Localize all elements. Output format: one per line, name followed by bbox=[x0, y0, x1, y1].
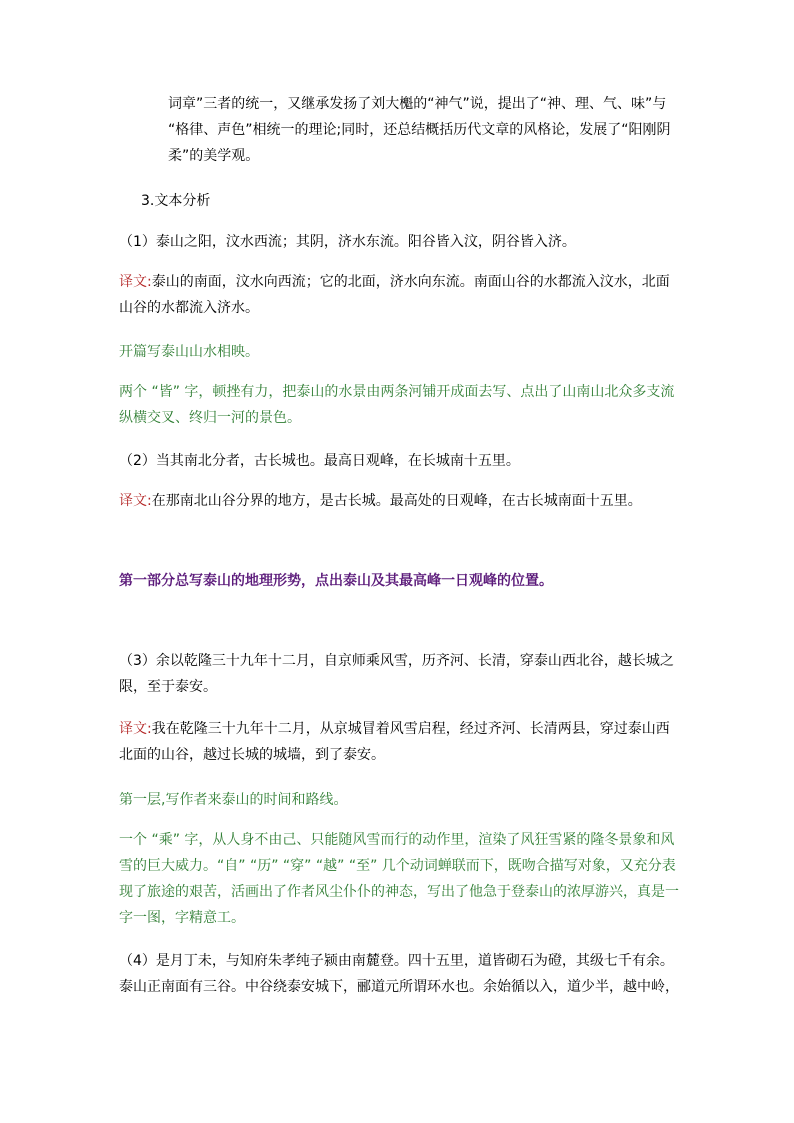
p2-translation bbox=[119, 488, 679, 514]
translation-label: 译文: bbox=[119, 493, 152, 509]
p2-translation-text: 在那南北山谷分界的地方，是古长城。最高处的日观峰，在古长城南面十五里。 bbox=[151, 493, 642, 509]
p1-translation bbox=[119, 269, 679, 321]
p2-original: （2）当其南北分者，古长城也。最高日观峰，在长城南十五里。 bbox=[119, 453, 520, 469]
intro-paragraph: 词章”三者的统一，又继承发扬了刘大櫆的“神气”说，提出了“神、理、气、味”与 “格律、声色”相统一的理论;同时，还总结概括历代文章的风格论，发展了“阳刚阴柔”的美学观。 bbox=[168, 96, 671, 164]
p3-translation-text: 我在乾隆三十九年十二月，从京城冒着风雪启程，经过齐河、长清两县，穿过泰山西北面的山谷，越过长城的城墙，到了泰安。 bbox=[119, 721, 670, 763]
translation-label: 译文: bbox=[119, 721, 152, 737]
p3-translation bbox=[119, 716, 679, 768]
p1-translation-text: 泰山的南面，汶水向西流；它的北面，济水向东流。南面山谷的水都流入汶水，北面山谷的水都流入济水。 bbox=[119, 274, 670, 316]
p1-original: （1）泰山之阳，汶水西流；其阴，济水东流。阳谷皆入汶，阴谷皆入济。 bbox=[119, 234, 576, 250]
p3-original: （3）余以乾隆三十九年十二月，自京师乘风雪，历齐河、长清，穿泰山西北谷，越长城之限，至于泰安。 bbox=[119, 653, 674, 695]
p4-original: （4）是月丁未，与知府朱孝纯子颍由南麓登。四十五里，道皆砌石为磴，其级七千有余。泰山正南面有三谷。中谷绕泰安城下，郦道元所谓环水也。余始循以入，道少半，越中岭， bbox=[119, 953, 679, 995]
p3-note-2: 一个 “乘” 字，从人身不由己、只能随风雪而行的动作里，渲染了风狂雪紧的隆冬景象和风雪的巨大威力。“自” “历” “穿” “越” “至” 几个动词蝉联而下，既吻合描写对象，又充分表现了旅途的艰苦，活画出了作者风尘仆仆的神态，写出了他急于登泰山的浓厚游兴，真是一字一图，字精意工。 bbox=[119, 832, 679, 926]
p3-note-1: 第一层,写作者来泰山的时间和路线。 bbox=[119, 792, 348, 808]
translation-label: 译文: bbox=[119, 274, 152, 290]
p1-note-2: 两个 “皆” 字，顿挫有力，把泰山的水景由两条河铺开成面去写、点出了山南山北众多支流纵横交叉、终归一河的景色。 bbox=[119, 384, 675, 426]
p1-note-1: 开篇写泰山山水相映。 bbox=[119, 344, 259, 360]
part1-summary: 第一部分总写泰山的地理形势，点出泰山及其最高峰一日观峰的位置。 bbox=[119, 573, 553, 589]
section-heading: 3.文本分析 bbox=[141, 193, 211, 209]
